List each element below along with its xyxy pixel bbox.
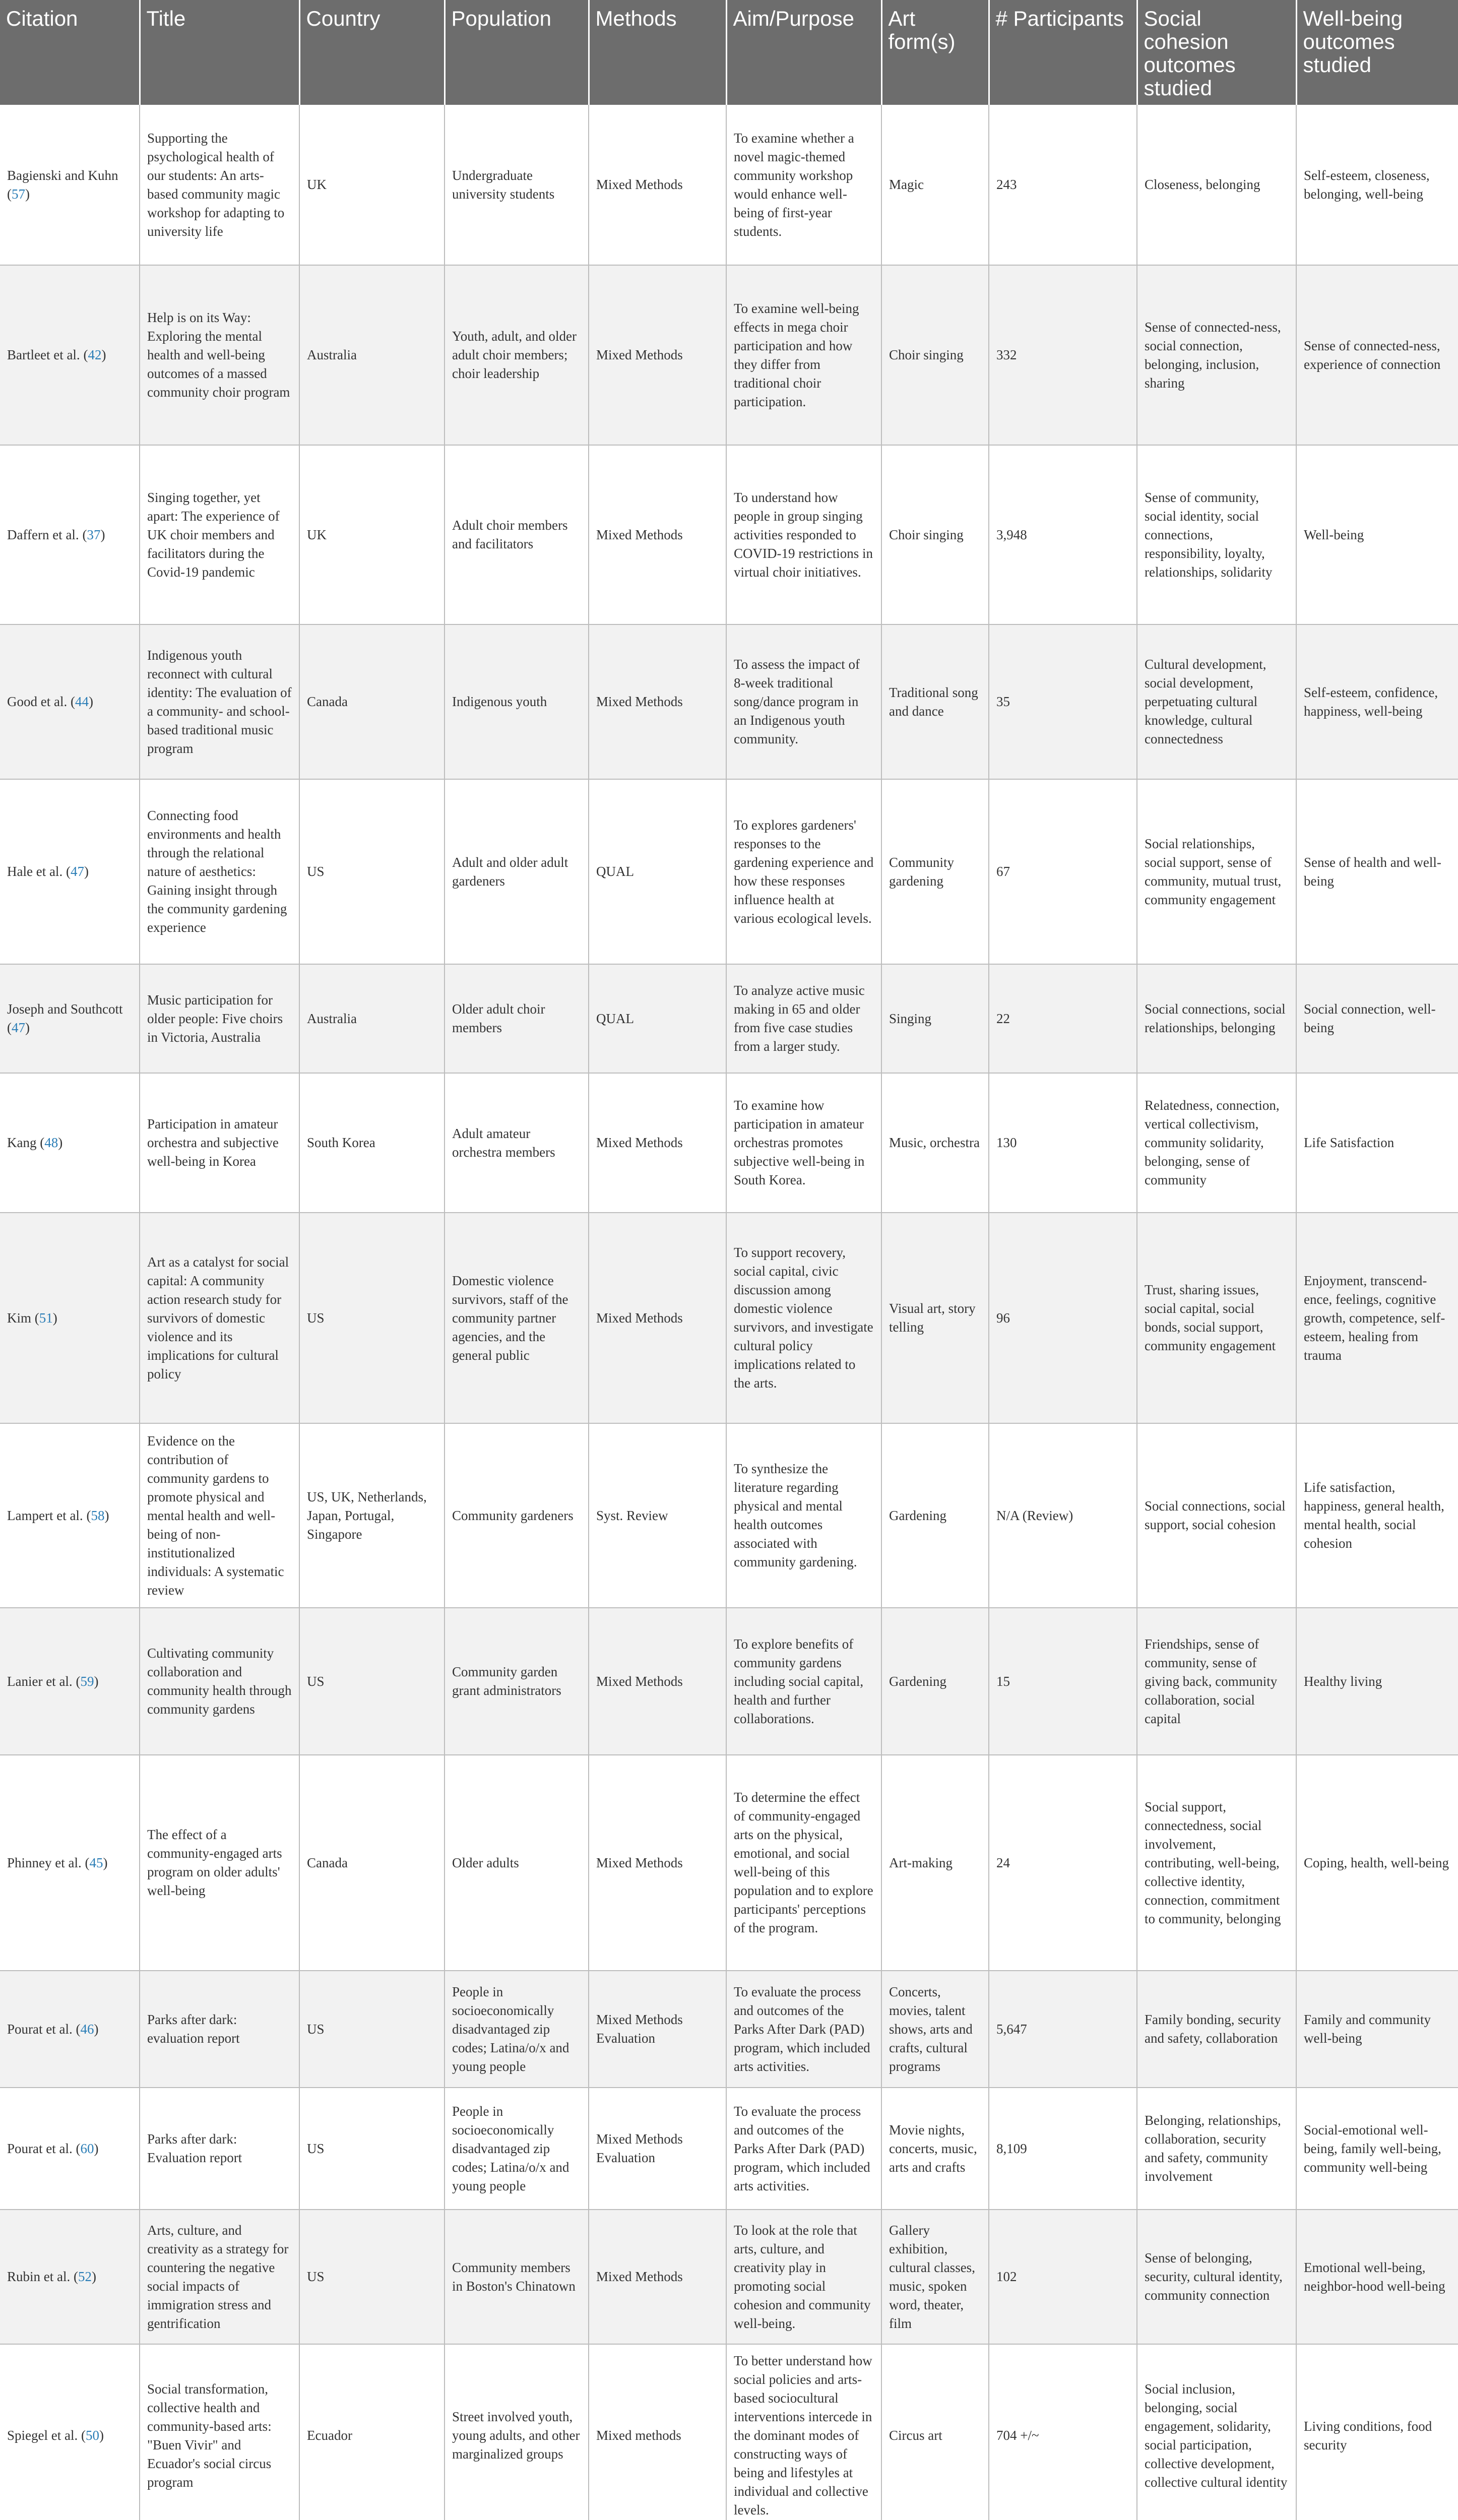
reference-link[interactable]: 45 [89, 1855, 103, 1870]
table-row [0, 1073, 1458, 1213]
wellbeing-cell: Life satisfaction, happiness, general health, mental health, social cohesion [1296, 1423, 1458, 1608]
social-cell: Sense of community, social identity, social connections, responsibility, loyalty, relationships, solidarity [1137, 445, 1296, 624]
reference-link[interactable]: 47 [70, 864, 84, 879]
aim-cell: To evaluate the process and outcomes of the Parks After Dark (PAD) program, which included arts activities. [726, 2088, 881, 2210]
methods-cell: Mixed Methods [589, 1213, 726, 1423]
country-cell: South Korea [299, 1073, 445, 1213]
methods-cell: Mixed Methods [589, 1073, 726, 1213]
column-header: Citation [0, 0, 140, 105]
participants-cell: 3,948 [989, 445, 1137, 624]
aim-cell: To understand how people in group singing activities responded to COVID-19 restrictions in virtual choir initiatives. [726, 445, 881, 624]
methods-cell: Syst. Review [589, 1423, 726, 1608]
aim-cell: To explore benefits of community gardens including social capital, health and further collaborations. [726, 1608, 881, 1755]
participants-cell: 332 [989, 265, 1137, 445]
social-cell: Sense of connected-ness, social connection, belonging, inclusion, sharing [1137, 265, 1296, 445]
art-cell: Art-making [881, 1755, 989, 1971]
citation-author: Spiegel et al. [7, 2428, 78, 2443]
reference-link[interactable]: 57 [12, 186, 25, 202]
column-header: Aim/Purpose [726, 0, 881, 105]
social-cell: Belonging, relationships, collaboration, security and safety, community involvement [1137, 2088, 1296, 2210]
art-cell: Traditional song and dance [881, 624, 989, 779]
population-cell: Adult and older adult gardeners [445, 779, 589, 964]
citation-cell: Pourat et al. (46) [0, 1971, 140, 2088]
column-header: Country [299, 0, 445, 105]
citation-cell: Good et al. (44) [0, 624, 140, 779]
country-cell: US [299, 779, 445, 964]
citation-cell: Hale et al. (47) [0, 779, 140, 964]
participants-cell: 22 [989, 964, 1137, 1073]
table-row [0, 105, 1458, 265]
reference-link[interactable]: 48 [44, 1135, 58, 1150]
art-cell: Community gardening [881, 779, 989, 964]
aim-cell: To support recovery, social capital, civic discussion among domestic violence survivors, and investigate cultural policy implications related to the arts. [726, 1213, 881, 1423]
citation-cell: Daffern et al. (37) [0, 445, 140, 624]
art-cell: Gardening [881, 1423, 989, 1608]
population-cell: People in socioeconomically disadvantaged zip codes; Latina/o/x and young people [445, 1971, 589, 2088]
aim-cell: To examine whether a novel magic-themed community workshop would enhance well-being of first-year students. [726, 105, 881, 265]
reference-link[interactable]: 46 [80, 2021, 94, 2037]
social-cell: Trust, sharing issues, social capital, social bonds, social support, community engagement [1137, 1213, 1296, 1423]
methods-cell: Mixed Methods [589, 105, 726, 265]
art-cell: Visual art, story telling [881, 1213, 989, 1423]
art-cell: Music, orchestra [881, 1073, 989, 1213]
wellbeing-cell: Sense of health and well-being [1296, 779, 1458, 964]
social-cell: Social connections, social support, social cohesion [1137, 1423, 1296, 1608]
table-row [0, 1423, 1458, 1608]
citation-cell: Bagienski and Kuhn (57) [0, 105, 140, 265]
population-cell: Community gardeners [445, 1423, 589, 1608]
country-cell: US, UK, Netherlands, Japan, Portugal, Singapore [299, 1423, 445, 1608]
title-cell: Music participation for older people: Five choirs in Victoria, Australia [140, 964, 299, 1073]
column-header: # Participants [989, 0, 1137, 105]
participants-cell: 243 [989, 105, 1137, 265]
wellbeing-cell: Self-esteem, closeness, belonging, well-being [1296, 105, 1458, 265]
table-row [0, 779, 1458, 964]
aim-cell: To explores gardeners' responses to the gardening experience and how these responses influence health at various ecological levels. [726, 779, 881, 964]
participants-cell: 24 [989, 1755, 1137, 1971]
table-row [0, 265, 1458, 445]
title-cell: Connecting food environments and health through the relational nature of aesthetics: Gaining insight through the community gardening experience [140, 779, 299, 964]
citation-author: Pourat et al. [7, 2140, 73, 2156]
participants-cell: 130 [989, 1073, 1137, 1213]
social-cell: Relatedness, connection, vertical collectivism, community solidarity, belonging, sense of community [1137, 1073, 1296, 1213]
citation-author: Kang [7, 1135, 37, 1150]
table-row [0, 964, 1458, 1073]
reference-link[interactable]: 51 [39, 1310, 53, 1326]
methods-cell: QUAL [589, 964, 726, 1073]
social-cell: Sense of belonging, security, cultural identity, community connection [1137, 2210, 1296, 2344]
title-cell: Art as a catalyst for social capital: A community action research study for survivors of domestic violence and its implications for cultural policy [140, 1213, 299, 1423]
social-cell: Cultural development, social development, perpetuating cultural knowledge, cultural connectedness [1137, 624, 1296, 779]
reference-link[interactable]: 44 [75, 694, 89, 709]
column-header: Population [445, 0, 589, 105]
column-header: Methods [589, 0, 726, 105]
column-header: Title [140, 0, 299, 105]
reference-link[interactable]: 47 [12, 1020, 25, 1035]
methods-cell: QUAL [589, 779, 726, 964]
social-cell: Family bonding, security and safety, collaboration [1137, 1971, 1296, 2088]
wellbeing-cell: Coping, health, well-being [1296, 1755, 1458, 1971]
population-cell: Domestic violence survivors, staff of the community partner agencies, and the general public [445, 1213, 589, 1423]
social-cell: Social inclusion, belonging, social engagement, solidarity, social participation, collective development, collective cultural identity [1137, 2344, 1296, 2520]
title-cell: Arts, culture, and creativity as a strategy for countering the negative social impacts of immigration stress and gentrification [140, 2210, 299, 2344]
wellbeing-cell: Living conditions, food security [1296, 2344, 1458, 2520]
art-cell: Singing [881, 964, 989, 1073]
population-cell: Older adults [445, 1755, 589, 1971]
reference-link[interactable]: 37 [87, 527, 101, 542]
population-cell: Street involved youth, young adults, and other marginalized groups [445, 2344, 589, 2520]
wellbeing-cell: Self-esteem, confidence, happiness, well-being [1296, 624, 1458, 779]
reference-link[interactable]: 52 [78, 2269, 92, 2284]
country-cell: US [299, 2088, 445, 2210]
title-cell: Help is on its Way: Exploring the mental health and well-being outcomes of a massed community choir program [140, 265, 299, 445]
table-body [0, 105, 1458, 2520]
methods-cell: Mixed Methods [589, 1608, 726, 1755]
wellbeing-cell: Emotional well-being, neighbor-hood well-being [1296, 2210, 1458, 2344]
country-cell: Canada [299, 624, 445, 779]
population-cell: Community garden grant administrators [445, 1608, 589, 1755]
reference-link[interactable]: 42 [88, 347, 102, 362]
table-row [0, 445, 1458, 624]
citation-cell: Pourat et al. (60) [0, 2088, 140, 2210]
citation-cell: Rubin et al. (52) [0, 2210, 140, 2344]
art-cell: Magic [881, 105, 989, 265]
citation-cell: Kim (51) [0, 1213, 140, 1423]
aim-cell: To evaluate the process and outcomes of the Parks After Dark (PAD) program, which included arts activities. [726, 1971, 881, 2088]
reference-link[interactable]: 50 [85, 2428, 99, 2443]
citation-cell: Lanier et al. (59) [0, 1608, 140, 1755]
citation-author: Bartleet et al. [7, 347, 80, 362]
aim-cell: To examine well-being effects in mega choir participation and how they differ from traditional choir participation. [726, 265, 881, 445]
title-cell: Supporting the psychological health of our students: An arts-based community magic workshop for adapting to university life [140, 105, 299, 265]
art-cell: Gallery exhibition, cultural classes, music, spoken word, theater, film [881, 2210, 989, 2344]
title-cell: Parks after dark: evaluation report [140, 1971, 299, 2088]
population-cell: Adult choir members and facilitators [445, 445, 589, 624]
country-cell: US [299, 1213, 445, 1423]
wellbeing-cell: Sense of connected-ness, experience of connection [1296, 265, 1458, 445]
methods-cell: Mixed Methods [589, 2210, 726, 2344]
title-cell: Parks after dark: Evaluation report [140, 2088, 299, 2210]
aim-cell: To analyze active music making in 65 and older from five case studies from a larger study. [726, 964, 881, 1073]
participants-cell: 102 [989, 2210, 1137, 2344]
citation-author: Lampert et al. [7, 1507, 83, 1523]
aim-cell: To look at the role that arts, culture, and creativity play in promoting social cohesion and community well-being. [726, 2210, 881, 2344]
country-cell: US [299, 1971, 445, 2088]
art-cell: Gardening [881, 1608, 989, 1755]
table-header [0, 0, 1458, 105]
country-cell: UK [299, 445, 445, 624]
header-row [0, 0, 1458, 105]
methods-cell: Mixed Methods [589, 445, 726, 624]
citation-cell: Kang (48) [0, 1073, 140, 1213]
aim-cell: To synthesize the literature regarding physical and mental health outcomes associated with community gardening. [726, 1423, 881, 1608]
population-cell: Adult amateur orchestra members [445, 1073, 589, 1213]
participants-cell: 5,647 [989, 1971, 1137, 2088]
methods-cell: Mixed Methods [589, 1755, 726, 1971]
citation-cell: Bartleet et al. (42) [0, 265, 140, 445]
wellbeing-cell: Well-being [1296, 445, 1458, 624]
wellbeing-cell: Social connection, well-being [1296, 964, 1458, 1073]
column-header: Art form(s) [881, 0, 989, 105]
table-row [0, 2210, 1458, 2344]
title-cell: Singing together, yet apart: The experience of UK choir members and facilitators during the Covid-19 pandemic [140, 445, 299, 624]
aim-cell: To better understand how social policies and arts-based sociocultural interventions intercede in the dominant modes of constructing ways of being and lifestyles at individual and collective levels. [726, 2344, 881, 2520]
wellbeing-cell: Social-emotional well-being, family well-being, community well-being [1296, 2088, 1458, 2210]
methods-cell: Mixed methods [589, 2344, 726, 2520]
column-header: Social cohesion outcomes studied [1137, 0, 1296, 105]
social-cell: Friendships, sense of community, sense of giving back, community collaboration, social capital [1137, 1608, 1296, 1755]
population-cell: Community members in Boston's Chinatown [445, 2210, 589, 2344]
country-cell: UK [299, 105, 445, 265]
art-cell: Movie nights, concerts, music, arts and crafts [881, 2088, 989, 2210]
citation-author: Rubin et al. [7, 2269, 71, 2284]
reference-link[interactable]: 58 [91, 1507, 105, 1523]
citation-cell: Spiegel et al. (50) [0, 2344, 140, 2520]
table-row [0, 1755, 1458, 1971]
participants-cell: N/A (Review) [989, 1423, 1137, 1608]
table-row [0, 2088, 1458, 2210]
methods-cell: Mixed Methods Evaluation [589, 2088, 726, 2210]
country-cell: Canada [299, 1755, 445, 1971]
art-cell: Concerts, movies, talent shows, arts and crafts, cultural programs [881, 1971, 989, 2088]
wellbeing-cell: Healthy living [1296, 1608, 1458, 1755]
country-cell: US [299, 2210, 445, 2344]
title-cell: Participation in amateur orchestra and subjective well-being in Korea [140, 1073, 299, 1213]
title-cell: Cultivating community collaboration and community health through community gardens [140, 1608, 299, 1755]
title-cell: Indigenous youth reconnect with cultural identity: The evaluation of a community- and school-based traditional music program [140, 624, 299, 779]
title-cell: The effect of a community-engaged arts program on older adults' well-being [140, 1755, 299, 1971]
aim-cell: To assess the impact of 8-week traditional song/dance program in an Indigenous youth community. [726, 624, 881, 779]
participants-cell: 67 [989, 779, 1137, 964]
art-cell: Choir singing [881, 445, 989, 624]
country-cell: Australia [299, 265, 445, 445]
population-cell: Undergraduate university students [445, 105, 589, 265]
citation-author: Joseph and Southcott [7, 1001, 123, 1017]
table-row [0, 624, 1458, 779]
population-cell: Indigenous youth [445, 624, 589, 779]
art-cell: Choir singing [881, 265, 989, 445]
citation-cell: Joseph and Southcott (47) [0, 964, 140, 1073]
citation-author: Good et al. [7, 694, 68, 709]
wellbeing-cell: Life Satisfaction [1296, 1073, 1458, 1213]
column-header: Well-being outcomes studied [1296, 0, 1458, 105]
participants-cell: 35 [989, 624, 1137, 779]
table-row [0, 1213, 1458, 1423]
citation-author: Daffern et al. [7, 527, 79, 542]
citation-author: Kim [7, 1310, 32, 1326]
table-row [0, 1971, 1458, 2088]
wellbeing-cell: Family and community well-being [1296, 1971, 1458, 2088]
title-cell: Evidence on the contribution of community gardens to promote physical and mental health and well-being of non-institutionalized individuals: A systematic review [140, 1423, 299, 1608]
table-row [0, 1608, 1458, 1755]
aim-cell: To determine the effect of community-engaged arts on the physical, emotional, and social well-being of this population and to explore participants' perceptions of the program. [726, 1755, 881, 1971]
citation-author: Bagienski and Kuhn [7, 167, 118, 183]
population-cell: People in socioeconomically disadvantaged zip codes; Latina/o/x and young people [445, 2088, 589, 2210]
citation-author: Hale et al. [7, 864, 63, 879]
population-cell: Older adult choir members [445, 964, 589, 1073]
methods-cell: Mixed Methods [589, 265, 726, 445]
art-cell: Circus art [881, 2344, 989, 2520]
country-cell: Ecuador [299, 2344, 445, 2520]
population-cell: Youth, adult, and older adult choir members; choir leadership [445, 265, 589, 445]
country-cell: Australia [299, 964, 445, 1073]
country-cell: US [299, 1608, 445, 1755]
social-cell: Social relationships, social support, sense of community, mutual trust, community engagement [1137, 779, 1296, 964]
wellbeing-cell: Enjoyment, transcend-ence, feelings, cognitive growth, competence, self-esteem, healing from trauma [1296, 1213, 1458, 1423]
participants-cell: 8,109 [989, 2088, 1137, 2210]
methods-cell: Mixed Methods [589, 624, 726, 779]
social-cell: Social support, connectedness, social involvement, contributing, well-being, collective identity, connection, commitment to community, belonging [1137, 1755, 1296, 1971]
participants-cell: 15 [989, 1608, 1137, 1755]
title-cell: Social transformation, collective health and community-based arts: "Buen Vivir" and Ecuador's social circus program [140, 2344, 299, 2520]
participants-cell: 96 [989, 1213, 1137, 1423]
methods-cell: Mixed Methods Evaluation [589, 1971, 726, 2088]
citation-author: Phinney et al. [7, 1855, 82, 1870]
citation-author: Pourat et al. [7, 2021, 73, 2037]
citation-cell: Lampert et al. (58) [0, 1423, 140, 1608]
citation-author: Lanier et al. [7, 1673, 73, 1689]
citation-cell: Phinney et al. (45) [0, 1755, 140, 1971]
reference-link[interactable]: 59 [80, 1673, 94, 1689]
social-cell: Closeness, belonging [1137, 105, 1296, 265]
participants-cell: 704 +/~ [989, 2344, 1137, 2520]
reference-link[interactable]: 60 [80, 2140, 94, 2156]
table-row [0, 2344, 1458, 2520]
aim-cell: To examine how participation in amateur orchestras promotes subjective well-being in South Korea. [726, 1073, 881, 1213]
social-cell: Social connections, social relationships, belonging [1137, 964, 1296, 1073]
